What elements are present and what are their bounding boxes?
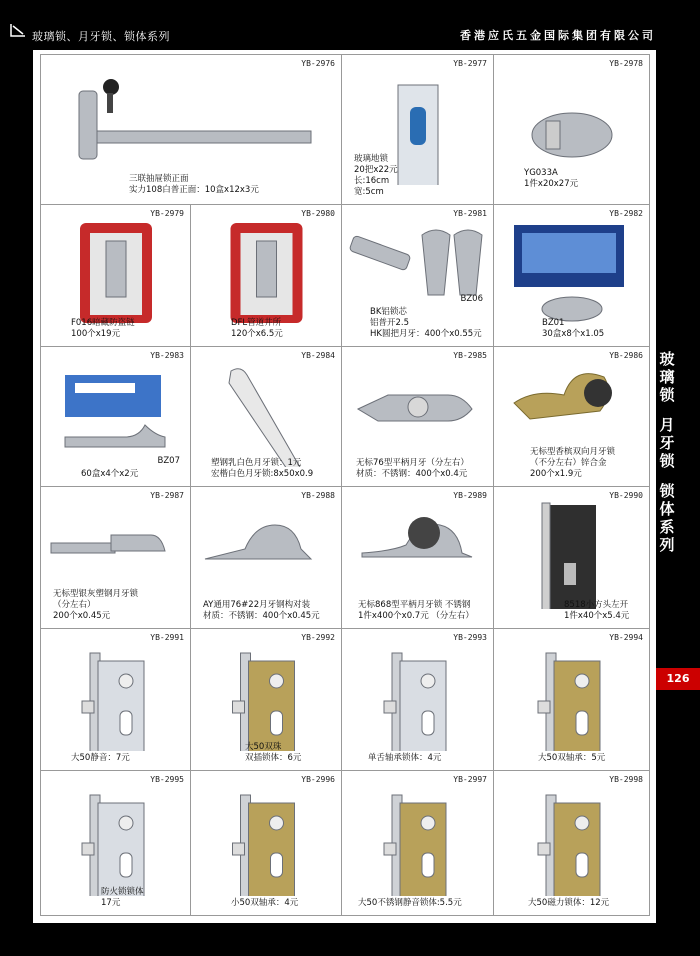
caption-line: HK圆把月牙：400个x0.55元 xyxy=(370,329,482,339)
product-cell xyxy=(41,487,191,629)
product-caption xyxy=(524,168,578,190)
side-title xyxy=(656,350,678,554)
product-cell xyxy=(191,205,342,347)
side-title-char: 锁 xyxy=(659,482,675,500)
product-code: YB-2977 xyxy=(453,59,487,68)
product-caption xyxy=(528,898,609,909)
product-image xyxy=(494,65,650,185)
product-image xyxy=(191,497,342,609)
product-caption xyxy=(354,154,398,198)
product-image xyxy=(41,215,191,327)
caption-line: 宏楷白色月牙锁:8x50x0.9 xyxy=(211,469,314,479)
caption-line: 200个x0.45元 xyxy=(53,611,111,621)
product-caption xyxy=(370,307,482,340)
side-title-char: 月 xyxy=(659,416,675,434)
caption-line: 120个x6.5元 xyxy=(231,329,283,339)
caption-line: BK铝锁芯 xyxy=(370,307,407,317)
product-cell xyxy=(191,629,342,771)
product-caption xyxy=(71,753,130,764)
caption-line: 玻璃地锁 xyxy=(354,154,389,164)
product-cell xyxy=(342,629,494,771)
side-title-char: 锁 xyxy=(659,452,675,470)
product-tag: BZ06 xyxy=(460,294,483,304)
product-image xyxy=(494,497,650,609)
product-code: YB-2987 xyxy=(150,491,184,500)
product-cell xyxy=(494,347,650,487)
product-code: YB-2982 xyxy=(609,209,643,218)
caption-line: 小50双轴承：4元 xyxy=(231,898,299,908)
product-code: YB-2993 xyxy=(453,633,487,642)
product-image xyxy=(41,65,342,185)
caption-line: 材质：不锈钢：400个x0.4元 xyxy=(356,469,468,479)
product-code: YB-2979 xyxy=(150,209,184,218)
side-title-char: 列 xyxy=(659,536,675,554)
product-code: YB-2991 xyxy=(150,633,184,642)
product-code: YB-2976 xyxy=(301,59,335,68)
product-caption xyxy=(129,174,259,196)
product-tag: BZ07 xyxy=(157,456,180,466)
side-title-char xyxy=(656,470,678,482)
caption-line: DFL管道井所 xyxy=(231,318,282,328)
product-cell xyxy=(41,55,342,205)
product-image xyxy=(494,781,650,896)
product-caption xyxy=(203,600,320,622)
product-image xyxy=(342,357,494,467)
caption-line: 单舌轴承锁体：4元 xyxy=(368,753,442,763)
product-image xyxy=(191,357,342,467)
product-image xyxy=(191,215,342,327)
caption-line: BZ01 xyxy=(542,318,565,328)
caption-line: YG033A xyxy=(524,168,558,178)
product-cell xyxy=(41,205,191,347)
product-grid xyxy=(40,54,650,916)
product-cell xyxy=(494,487,650,629)
product-caption xyxy=(358,600,474,622)
caption-line: 宽:5cm xyxy=(354,187,384,197)
side-title-char: 牙 xyxy=(659,434,675,452)
caption-line: F016暗藏防盗链 xyxy=(71,318,135,328)
product-image xyxy=(342,497,494,609)
product-code: YB-2996 xyxy=(301,775,335,784)
caption-line: 20把x22元 xyxy=(354,165,398,175)
caption-line: 双插锁体：6元 xyxy=(245,753,302,763)
product-caption xyxy=(81,469,138,480)
product-code: YB-2990 xyxy=(609,491,643,500)
product-code: YB-2992 xyxy=(301,633,335,642)
caption-line: 材质：不锈钢：400个x0.45元 xyxy=(203,611,320,621)
product-cell xyxy=(41,347,191,487)
product-cell xyxy=(41,771,191,916)
caption-line: 大50双珠 xyxy=(245,742,282,752)
product-code: YB-2997 xyxy=(453,775,487,784)
product-code: YB-2984 xyxy=(301,351,335,360)
product-cell xyxy=(191,771,342,916)
product-caption xyxy=(245,742,301,764)
product-cell xyxy=(191,487,342,629)
caption-line: 铝普开2.5 xyxy=(370,318,410,328)
caption-line: 三联抽屉锁正面 xyxy=(129,174,189,184)
section-title: 玻璃锁、月牙锁、锁体系列 xyxy=(32,30,170,43)
caption-line: 无标76型平柄月牙（分左右） xyxy=(356,458,469,468)
caption-line: 30盒x8个x1.05 xyxy=(542,329,605,339)
product-code: YB-2980 xyxy=(301,209,335,218)
product-cell xyxy=(191,347,342,487)
product-caption xyxy=(211,458,313,480)
product-cell xyxy=(494,629,650,771)
caption-line: 1件x20x27元 xyxy=(524,179,579,189)
product-image xyxy=(41,781,191,896)
product-code: YB-2986 xyxy=(609,351,643,360)
product-cell xyxy=(494,771,650,916)
product-caption xyxy=(538,753,605,764)
product-cell xyxy=(342,205,494,347)
product-image xyxy=(41,357,191,467)
product-image xyxy=(191,639,342,751)
product-cell xyxy=(342,347,494,487)
side-title-char: 系 xyxy=(659,518,675,536)
page-footer xyxy=(0,923,700,956)
product-image xyxy=(342,639,494,751)
product-code: YB-2994 xyxy=(609,633,643,642)
product-caption xyxy=(356,458,469,480)
product-image xyxy=(342,781,494,896)
caption-line: AY通用76#22月牙钢构对装 xyxy=(203,600,311,610)
caption-line: 无标868型平柄月牙锁 不锈钢 xyxy=(358,600,471,610)
caption-line: 无标型香槟双向月牙锁 xyxy=(530,447,616,457)
caption-line: 200个x1.9元 xyxy=(530,469,582,479)
caption-line: 大50磁力锁体：12元 xyxy=(528,898,610,908)
product-image xyxy=(191,781,342,896)
side-title-char: 璃 xyxy=(659,368,675,386)
product-cell xyxy=(494,205,650,347)
product-code: YB-2983 xyxy=(150,351,184,360)
caption-line: 大50不锈钢静音锁体:5.5元 xyxy=(358,898,462,908)
caption-line: 塑钢乳白色月牙锁：1元 xyxy=(211,458,302,468)
product-caption xyxy=(53,589,138,622)
side-title-char: 玻 xyxy=(659,350,675,368)
caption-line: 防火锁锁体 xyxy=(101,887,144,897)
side-title-char: 锁 xyxy=(659,386,675,404)
caption-line: 60盒x4个x2元 xyxy=(81,469,139,479)
product-image xyxy=(494,639,650,751)
caption-line: 1件x400个x0.7元 （分左右） xyxy=(358,611,474,621)
company-name: 香港应氏五金国际集团有限公司 xyxy=(460,29,656,42)
product-code: YB-2985 xyxy=(453,351,487,360)
product-caption xyxy=(530,447,615,480)
side-title-char: 体 xyxy=(659,500,675,518)
product-code: YB-2978 xyxy=(609,59,643,68)
caption-line: 大50双轴承：5元 xyxy=(538,753,606,763)
caption-line: （不分左右）锌合金 xyxy=(530,458,607,468)
caption-line: 17元 xyxy=(101,898,121,908)
product-cell xyxy=(494,55,650,205)
product-caption xyxy=(358,898,462,909)
product-code: YB-2995 xyxy=(150,775,184,784)
side-title-char xyxy=(656,404,678,416)
product-caption xyxy=(368,753,441,764)
product-caption xyxy=(231,318,283,340)
product-caption xyxy=(71,318,135,340)
caption-line: （分左右） xyxy=(53,600,96,610)
product-caption xyxy=(231,898,298,909)
product-cell xyxy=(41,629,191,771)
product-cell xyxy=(342,55,494,205)
caption-line: 100个x19元 xyxy=(71,329,121,339)
caption-line: 无标型银灰塑钢月牙锁 xyxy=(53,589,139,599)
caption-line: 1件x40个x5.4元 xyxy=(564,611,630,621)
caption-line: 8518小方头左开 xyxy=(564,600,629,610)
product-image xyxy=(494,215,650,327)
page-number: 126 xyxy=(656,668,700,690)
product-caption xyxy=(564,600,629,622)
page-header xyxy=(0,0,700,48)
product-code: YB-2981 xyxy=(453,209,487,218)
product-code: YB-2998 xyxy=(609,775,643,784)
caption-line: 长:16cm xyxy=(354,176,390,186)
product-code: YB-2989 xyxy=(453,491,487,500)
product-cell xyxy=(342,771,494,916)
product-caption xyxy=(542,318,604,340)
product-image xyxy=(41,639,191,751)
product-caption xyxy=(101,887,144,909)
product-cell xyxy=(342,487,494,629)
caption-line: 实力108白普正面：10盒x12x3元 xyxy=(129,185,259,195)
arrow-corner-icon xyxy=(9,22,27,38)
product-code: YB-2988 xyxy=(301,491,335,500)
caption-line: 大50静音：7元 xyxy=(71,753,130,763)
